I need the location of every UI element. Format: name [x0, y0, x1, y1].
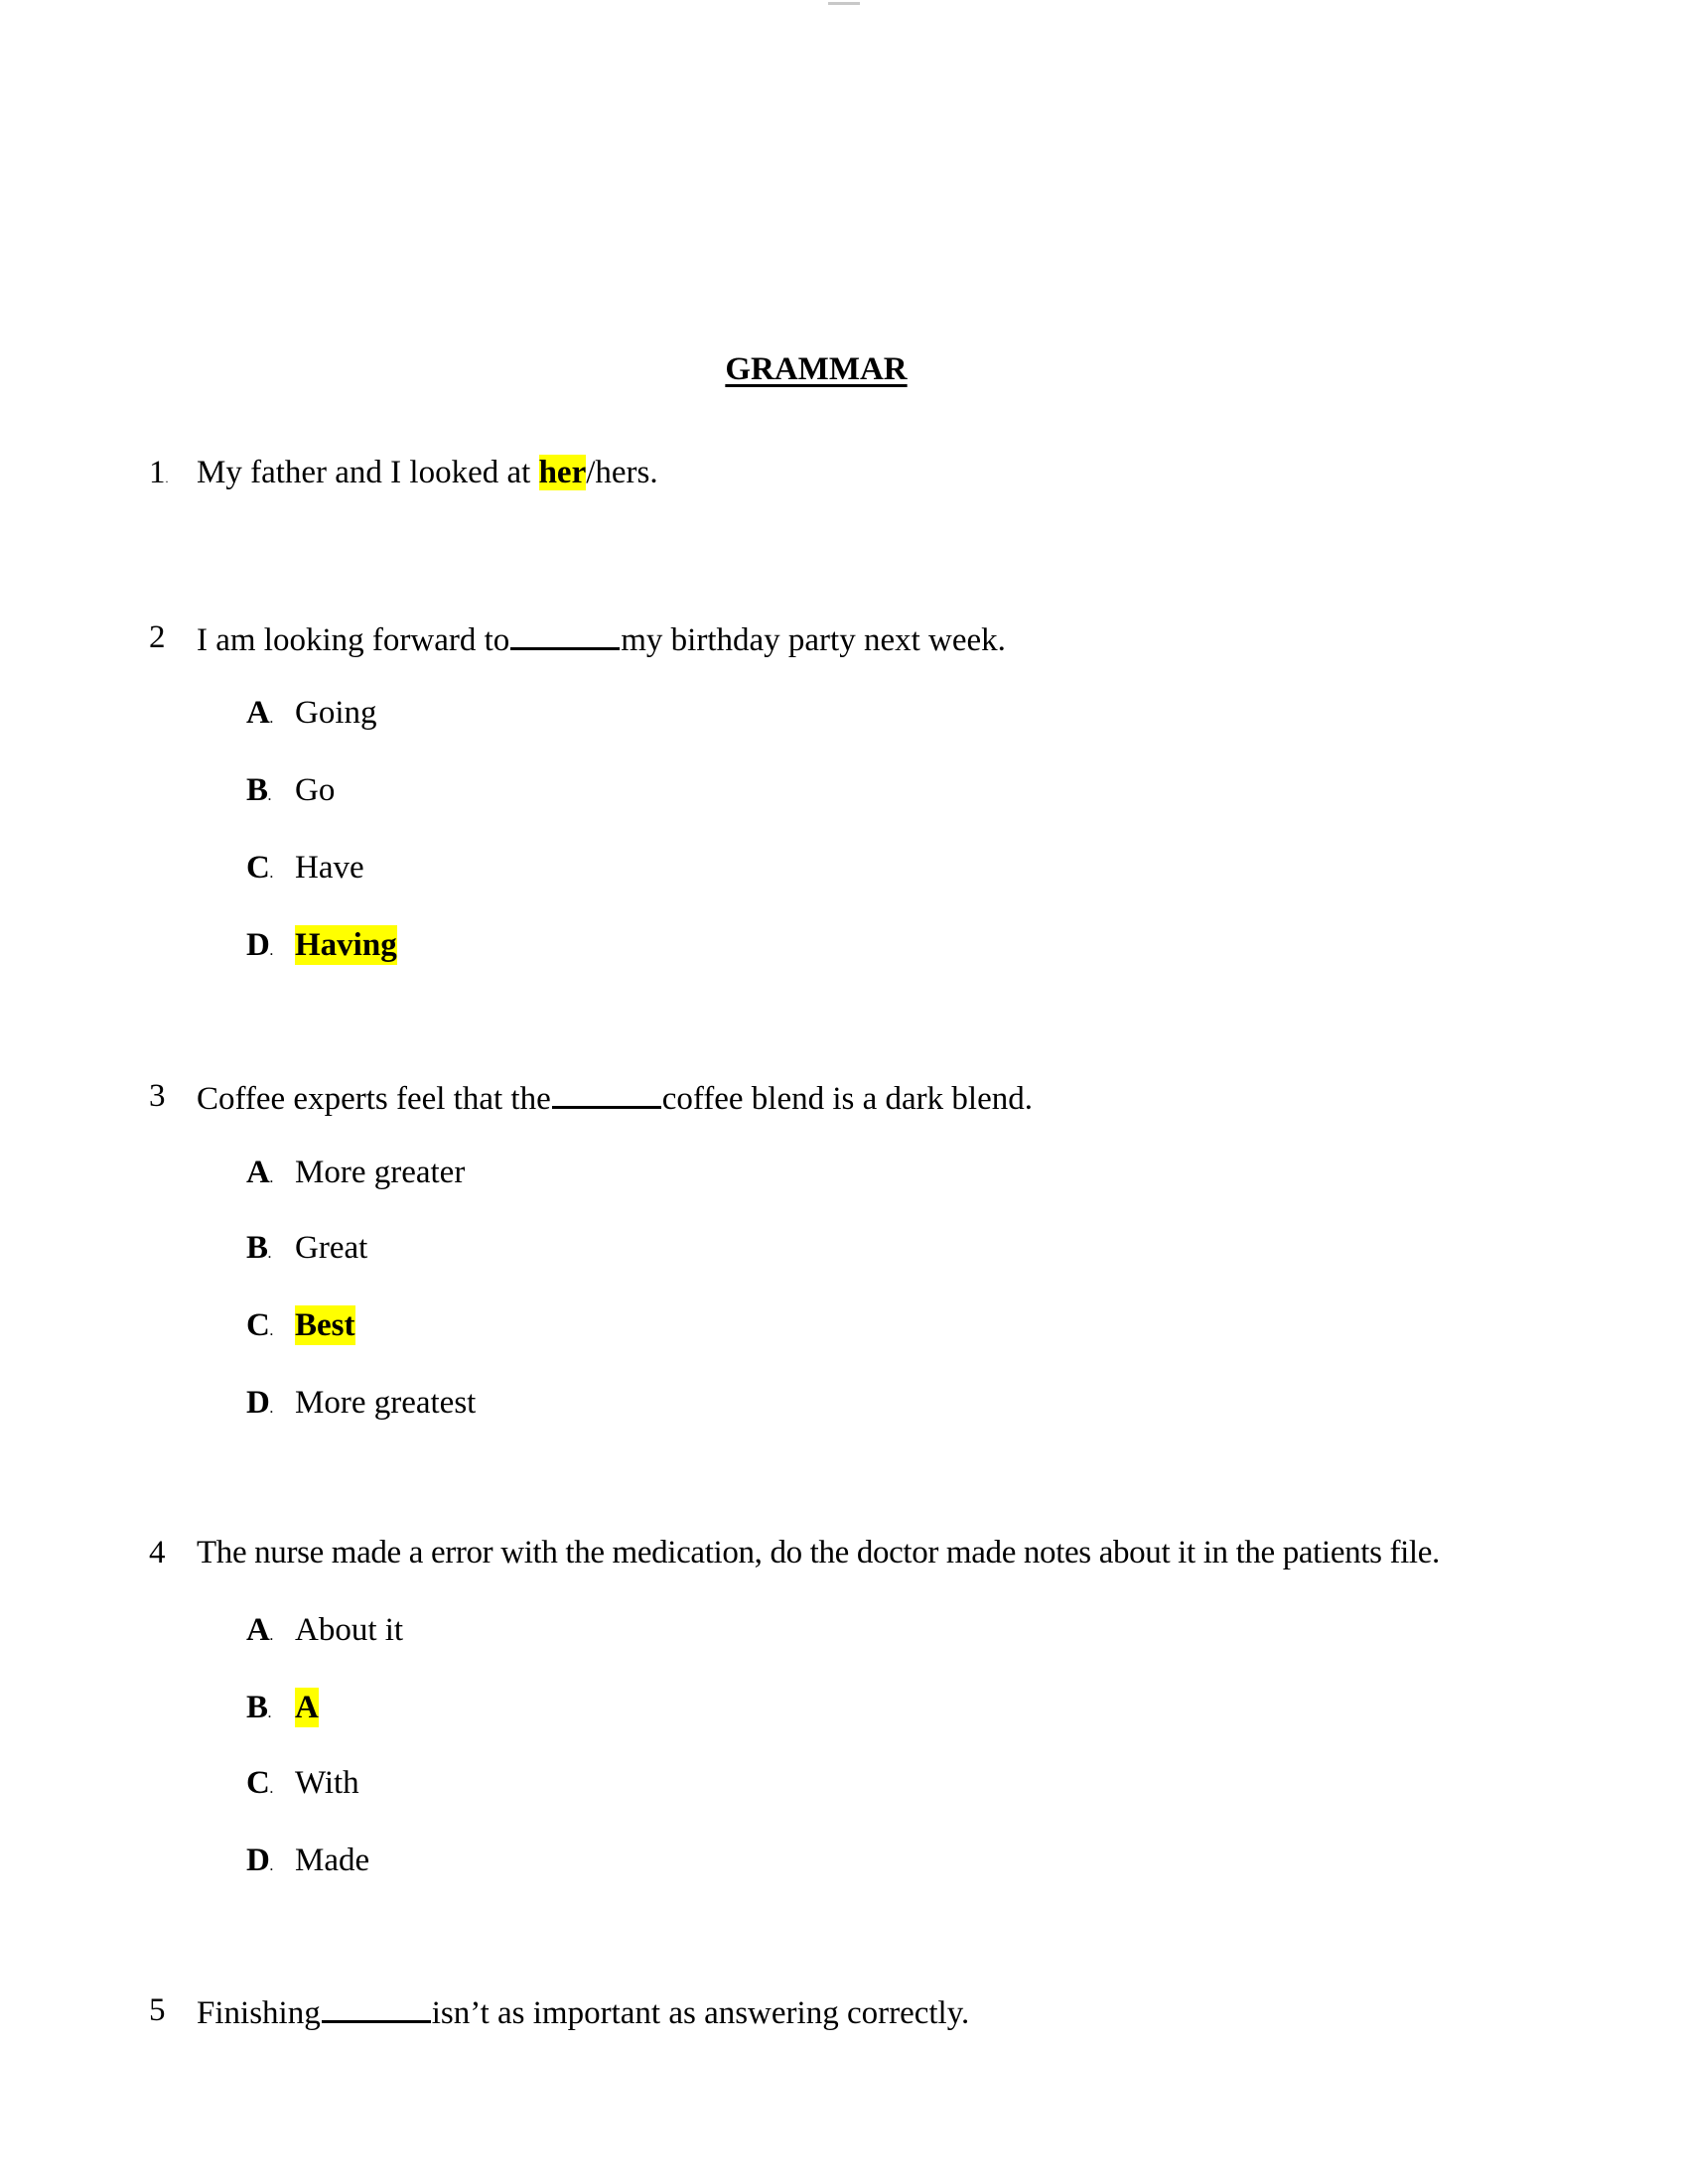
page-header-mark: [828, 2, 860, 5]
option-text: Made: [295, 1843, 370, 1878]
option-letter: C.: [246, 850, 273, 886]
option-text: About it: [295, 1612, 404, 1648]
question-number: 4: [149, 1535, 166, 1570]
question-number: 2: [149, 619, 166, 655]
option-letter: B.: [246, 1690, 272, 1725]
option-letter: D.: [246, 927, 273, 963]
option-letter: A.: [246, 1612, 273, 1648]
option-text-correct: A: [295, 1690, 319, 1725]
answer-blank: [322, 1990, 431, 2023]
option-letter: A.: [246, 1155, 273, 1190]
option-letter: D.: [246, 1385, 273, 1421]
option-text: With: [295, 1765, 359, 1801]
question-text: My father and I looked at her/hers.: [197, 455, 658, 490]
option-letter: B.: [246, 1230, 272, 1266]
question-number: 1.: [149, 455, 169, 490]
question-text: I am looking forward to my birthday party next week.: [197, 617, 1006, 660]
page-title: GRAMMAR: [725, 351, 908, 387]
option-letter: C.: [246, 1307, 273, 1343]
question-text: The nurse made a error with the medication, do the doctor made notes about it in the patients file.: [197, 1535, 1440, 1570]
option-text: Have: [295, 850, 364, 886]
answer-blank: [510, 617, 620, 650]
option-text: Go: [295, 772, 336, 808]
option-letter: D.: [246, 1843, 273, 1878]
option-text: More greater: [295, 1155, 466, 1190]
option-text-correct: Having: [295, 927, 397, 963]
question-number: 3: [149, 1078, 166, 1114]
option-text-correct: Best: [295, 1307, 355, 1343]
option-text: Great: [295, 1230, 368, 1266]
question-number: 5: [149, 1992, 166, 2028]
option-text: More greatest: [295, 1385, 477, 1421]
option-text: Going: [295, 695, 377, 731]
question-text: Finishing isn’t as important as answering correctly.: [197, 1990, 969, 2033]
option-letter: A.: [246, 695, 273, 731]
answer-blank: [552, 1076, 661, 1109]
option-letter: B.: [246, 772, 272, 808]
option-letter: C.: [246, 1765, 273, 1801]
question-text: Coffee experts feel that the coffee blend is a dark blend.: [197, 1076, 1033, 1119]
highlighted-answer: her: [538, 455, 587, 490]
